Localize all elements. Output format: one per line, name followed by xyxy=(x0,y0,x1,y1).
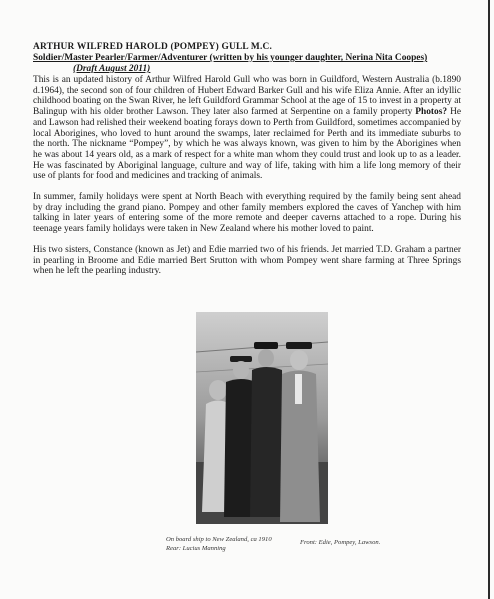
photo-caption-left-1: On board ship to New Zealand, ca 1910 xyxy=(166,536,272,543)
paragraph-1 xyxy=(33,75,461,182)
paragraph-1-cont: He and Lawson had relished their weekend boating forays down to Perth from Guildford, sometimes accompanied by local Aborigines, who loved to hunt around the swamps, later reclaimed for Perth and its immediate suburbs to the north. The nickname “Pompey”, by which he was always known, was given to him by the Aborigines when he was about 14 years old, as a mark of respect for a white man whom they could trust and look up to as a leader. He was fascinated by Aboriginal language, culture and way of life, taking with him a life long memory of their use of plants for food and medicines and tracking of animals. xyxy=(33,107,462,182)
page-edge xyxy=(488,0,490,599)
historical-photo xyxy=(196,312,328,524)
paragraph-3: His two sisters, Constance (known as Jet) and Edie married two of his friends. Jet married T.D. Graham a partner in pearling in Broome and Edie married Bert Srutton with whom Pompey went share farming at Three Springs when he left the pearling industry. xyxy=(33,244,461,277)
document-body xyxy=(33,42,461,277)
paragraph-2: In summer, family holidays were spent at North Beach with everything required by the family being sent ahead by dray including the grand piano. Pompey and other family members explored the caves of Yanchep with him talking in later years of entering some of the more remote and deeper caverns attached to a rope. During his teenage years family holidays were taken in New Zealand where his mother loved to paint. xyxy=(33,192,461,235)
document-title: ARTHUR WILFRED HAROLD (POMPEY) GULL M.C. xyxy=(33,42,273,52)
photos-query: Photos? xyxy=(415,107,448,118)
photo-caption-right: Front: Edie, Pompey, Lawson. xyxy=(300,539,381,546)
subtitle-text: Soldier/Master Pearler/Farmer/Adventurer (written by his younger daughter, Nerina Nita Coopes) xyxy=(33,53,428,63)
draft-note: (Draft August 2011) xyxy=(73,64,151,74)
photo-caption-left-2: Rear: Lucius Manning xyxy=(166,545,226,552)
photo-image xyxy=(196,312,328,524)
document-subtitle xyxy=(33,53,461,75)
paragraph-1-text: This is an updated history of Arthur Wilfred Harold Gull who was born in Guildford, Western Australia (b.1890 d.1964), the second son of four children of Hubert Edward Barker Gull and his wife Eliza Annie. After an idyllic childhood boating on the Swan River, he left Guildford Grammar School at the age of 15 to invest in a property at Balingup with his older brother Lawson. They later also farmed at Serpentine on a family property xyxy=(33,75,461,118)
